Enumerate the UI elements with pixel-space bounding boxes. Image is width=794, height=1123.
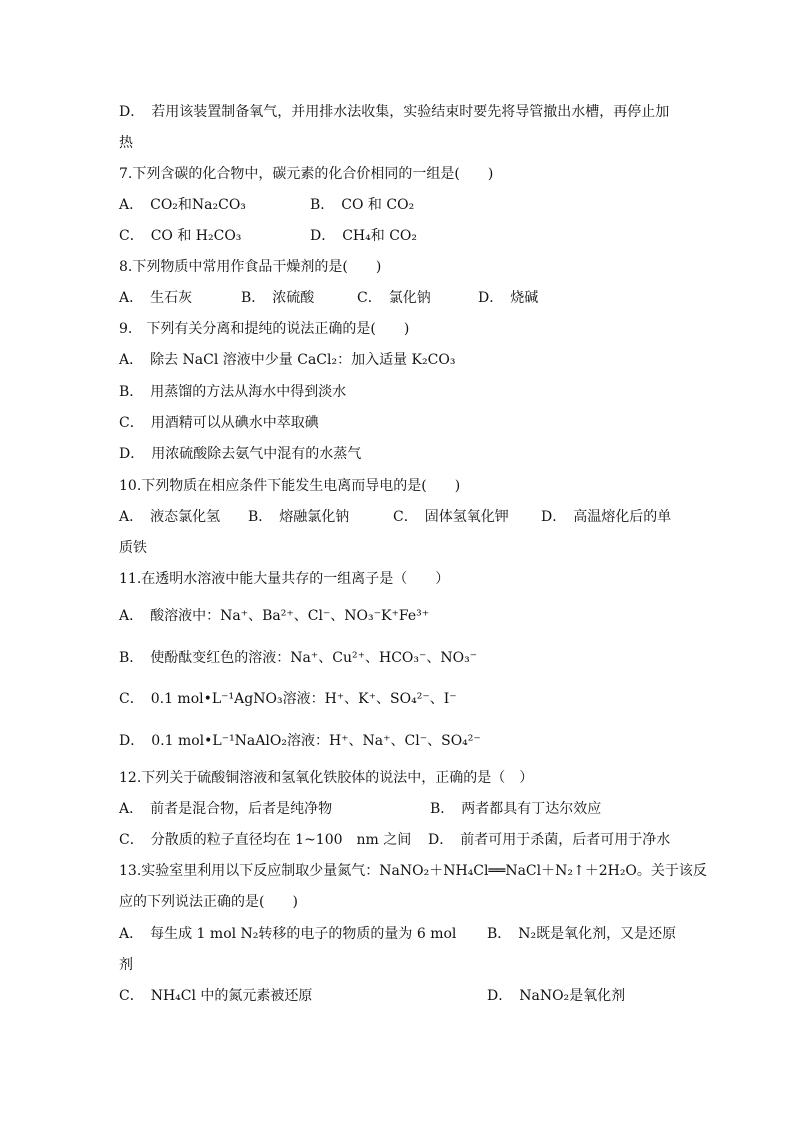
q7-stem: 7.下列含碳的化合物中，碳元素的化合价相同的一组是( ) (119, 166, 494, 182)
q11-option-d: D． 0.1 mol•L⁻¹NaAlO₂溶液：H⁺、Na⁺、Cl⁻、SO₄²⁻ (119, 733, 481, 749)
q13-option-d: D． NaNO₂是氧化剂 (487, 988, 626, 1004)
q7-option-a: A． CO₂和Na₂CO₃ (119, 197, 246, 213)
q13-option-c: C． NH₄Cl 中的氮元素被还原 (119, 988, 313, 1004)
q8-option-c: C． 氯化钠 (357, 290, 431, 306)
q13-option-b: B． N₂既是氧化剂，又是还原 (487, 926, 677, 942)
q10-option-d: D． 高温熔化后的单 (541, 509, 672, 525)
q8-option-d: D． 烧碱 (478, 290, 539, 306)
q7-option-d: D． CH₄和 CO₂ (310, 228, 418, 244)
q8-option-a: A． 生石灰 (119, 290, 193, 306)
q9-option-a: A． 除去 NaCl 溶液中少量 CaCl₂：加入适量 K₂CO₃ (119, 352, 456, 368)
q7-option-c: C． CO 和 H₂CO₃ (119, 228, 242, 244)
q13-option-a: A． 每生成 1 mol N₂转移的电子的物质的量为 6 mol (119, 926, 457, 942)
q8-option-b: B． 浓硫酸 (241, 290, 315, 306)
q6-option-d-cont: 热 (119, 135, 133, 151)
q10-option-d-cont: 质铁 (119, 540, 147, 556)
q11-option-a: A． 酸溶液中：Na⁺、Ba²⁺、Cl⁻、NO₃⁻K⁺Fe³⁺ (119, 608, 430, 624)
q11-option-b: B． 使酚酞变红色的溶液：Na⁺、Cu²⁺、HCO₃⁻、NO₃⁻ (119, 650, 478, 666)
q10-option-a: A． 液态氯化氢 (119, 509, 221, 525)
q12-option-c: C． 分散质的粒子直径均在 1~100 nm 之间 (119, 832, 412, 848)
q12-option-a: A． 前者是混合物，后者是纯净物 (119, 801, 333, 817)
q10-option-c: C． 固体氢氧化钾 (393, 509, 509, 525)
q9-option-b: B． 用蒸馏的方法从海水中得到淡水 (119, 384, 347, 400)
q12-option-d: D． 前者可用于杀菌，后者可用于净水 (428, 832, 671, 848)
q12-stem: 12.下列关于硫酸铜溶液和氢氧化铁胶体的说法中，正确的是（ ） (119, 770, 534, 786)
q11-option-c: C． 0.1 mol•L⁻¹AgNO₃溶液：H⁺、K⁺、SO₄²⁻、I⁻ (119, 691, 457, 707)
q9-option-c: C． 用酒精可以从碘水中萃取碘 (119, 415, 319, 431)
q13-option-b-cont: 剂 (119, 957, 133, 973)
q8-stem: 8.下列物质中常用作食品干燥剂的是( ) (119, 259, 382, 275)
q11-stem: 11.在透明水溶液中能大量共存的一组离子是（ ） (119, 571, 450, 587)
q9-option-d: D． 用浓硫酸除去氨气中混有的水蒸气 (119, 446, 362, 462)
q10-stem: 10.下列物质在相应条件下能发生电离而导电的是( ) (119, 478, 461, 494)
q7-option-b: B． CO 和 CO₂ (310, 197, 415, 213)
q9-stem: 9. 下列有关分离和提纯的说法正确的是( ) (119, 321, 410, 337)
q6-option-d: D． 若用该装置制备氧气，并用排水法收集，实验结束时要先将导管撤出水槽，再停止加 (119, 104, 670, 120)
q13-stem: 13.实验室里利用以下反应制取少量氮气：NaNO₂＋NH₄Cl══NaCl＋N₂↑＋2H₂O。关于该反 (119, 863, 707, 879)
q12-option-b: B． 两者都具有丁达尔效应 (430, 801, 602, 817)
q13-stem-cont: 应的下列说法正确的是( ) (119, 894, 298, 910)
q10-option-b: B． 熔融氯化钠 (248, 509, 350, 525)
